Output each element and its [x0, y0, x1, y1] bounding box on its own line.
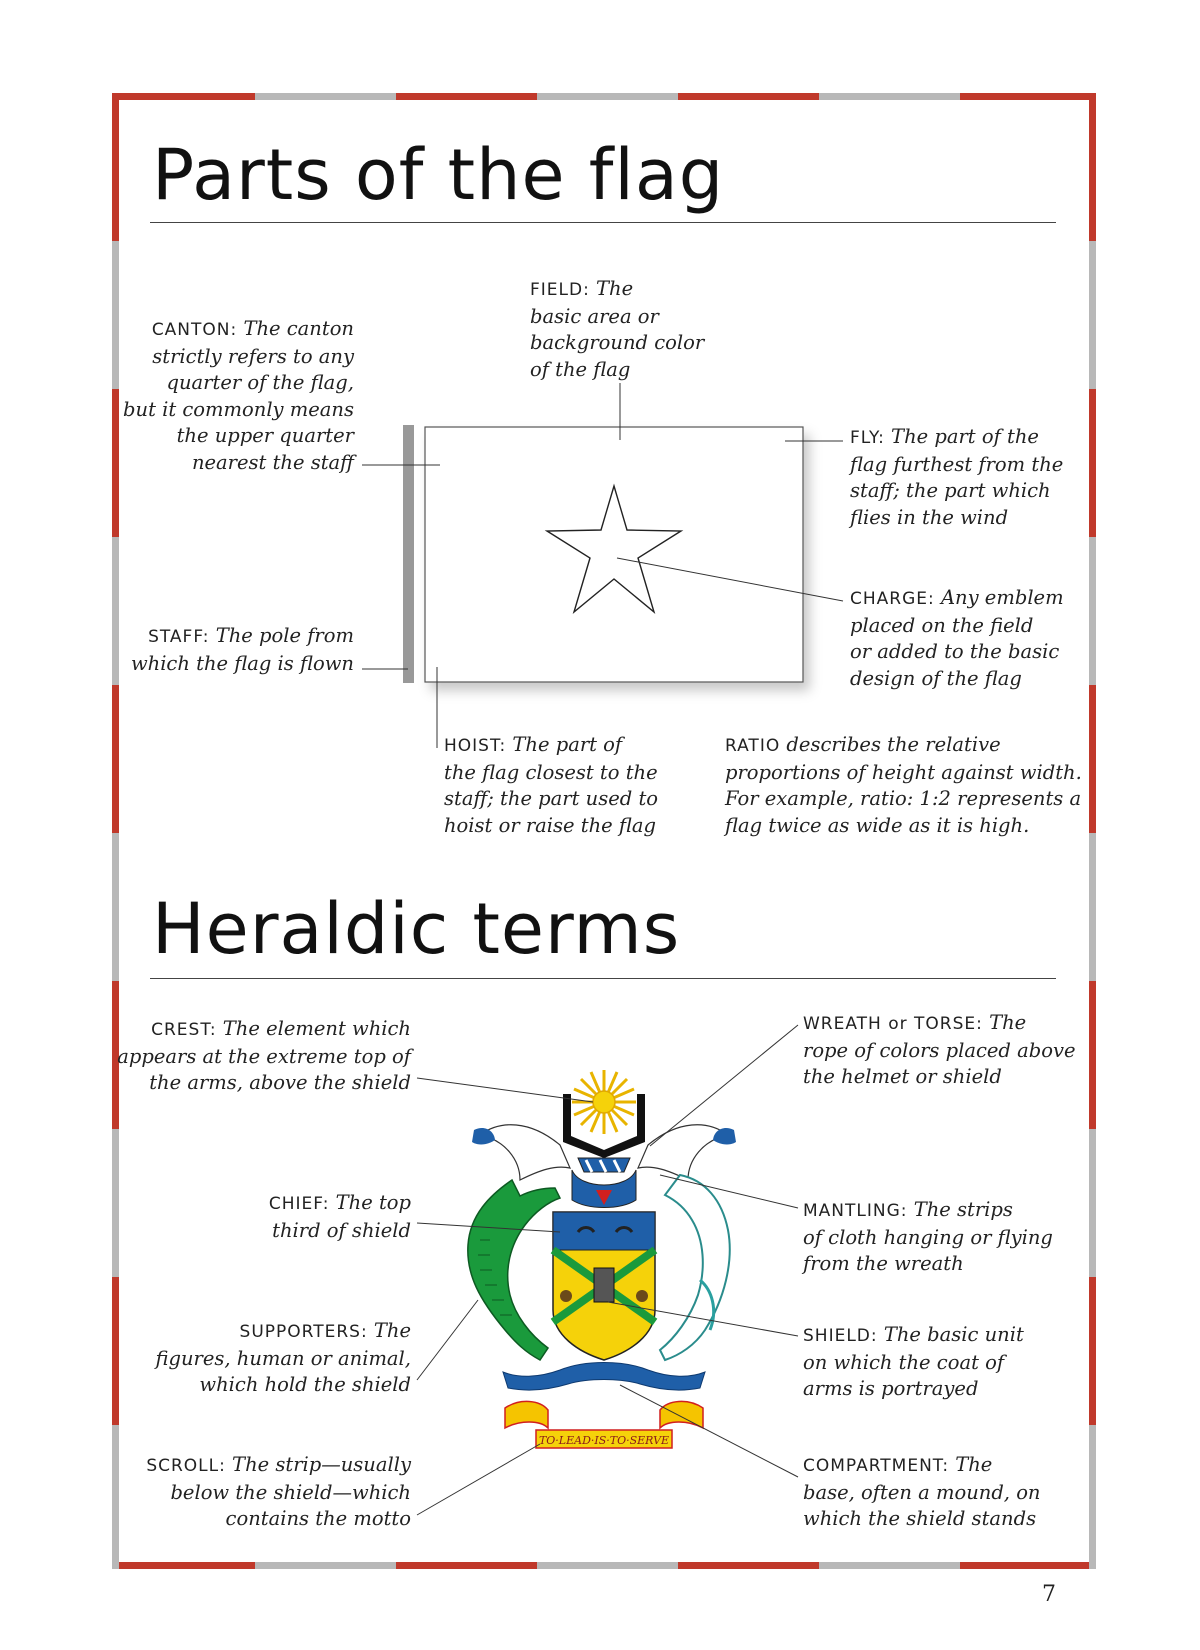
crest-leader — [417, 1078, 593, 1102]
scroll-leader — [417, 1444, 540, 1515]
chief-label: CHIEF: The top third of shield — [268, 1191, 411, 1242]
shield-label: SHIELD: The basic unit on which the coat of arms is portrayed — [803, 1323, 1024, 1400]
wreath-icon — [572, 1158, 636, 1208]
mantling-label: MANTLING: The strips of cloth hanging or flying from the wreath — [803, 1198, 1053, 1275]
supporters-leader — [417, 1300, 478, 1380]
shield-chief — [553, 1212, 655, 1250]
shield-icon — [553, 1212, 655, 1360]
compartment-label: COMPARTMENT: The base, often a mound, on which the shield stands — [803, 1453, 1041, 1530]
sun-icon — [572, 1070, 636, 1134]
crest-label: CREST: The element which appears at the extreme top of the arms, above the shield — [117, 1017, 411, 1094]
compartment-icon — [503, 1363, 705, 1391]
scroll-label: SCROLL: The strip—usually below the shield—which contains the motto — [146, 1453, 411, 1530]
canton-label: CANTON: The canton strictly refers to any quarter of the flag, but it commonly means the upper quarter nearest the staff — [123, 317, 354, 474]
page-number: 7 — [1042, 1582, 1056, 1607]
fly-label: FLY: The part of the flag furthest from the staff; the part which flies in the wind — [850, 425, 1064, 529]
field-label: FIELD: The basic area or background color of the flag — [530, 277, 705, 381]
heraldic-heading: Heraldic terms — [152, 888, 681, 970]
wreath-label: WREATH or TORSE: The rope of colors placed above the helmet or shield — [803, 1011, 1076, 1088]
ratio-label: RATIO describes the relative proportions of height against width. For example, ratio: 1:2 represents a flag twice as wide as it is high. — [725, 733, 1082, 837]
hoist-label: HOIST: The part of the flag closest to the staff; the part used to hoist or raise the flag — [444, 733, 659, 837]
wreath-leader — [650, 1025, 798, 1146]
parts-heading: Parts of the flag — [152, 134, 725, 216]
charge-label: CHARGE: Any emblem placed on the field or added to the basic design of the flag — [850, 586, 1064, 690]
motto-text: TO·LEAD·IS·TO·SERVE — [538, 1434, 670, 1447]
supporters-label: SUPPORTERS: The figures, human or animal, which hold the shield — [155, 1319, 411, 1396]
border-bottom — [112, 1562, 1096, 1569]
staff-label: STAFF: The pole from which the flag is flown — [130, 624, 354, 675]
motto-scroll-icon — [505, 1401, 703, 1448]
shark-supporter-icon — [660, 1175, 730, 1360]
